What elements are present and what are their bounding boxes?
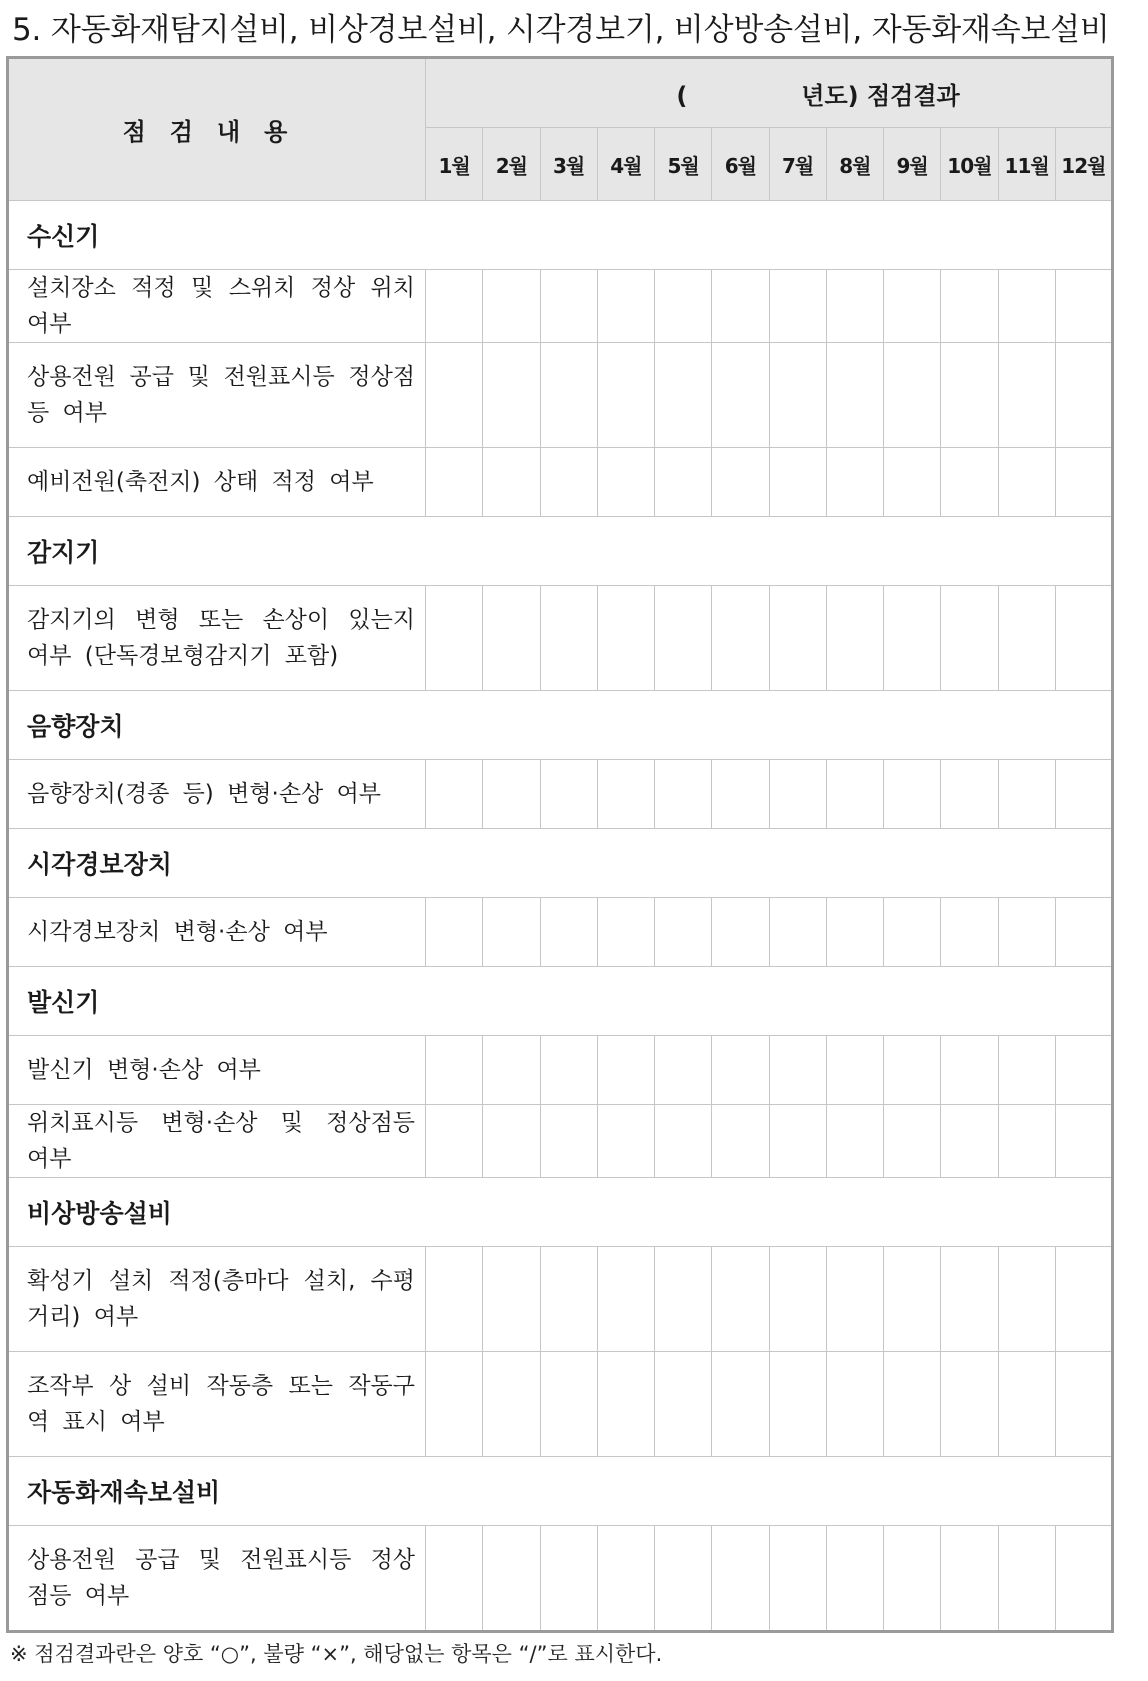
header-row xyxy=(8,58,1113,128)
check-item-row xyxy=(8,586,1113,691)
result-cell[interactable] xyxy=(884,1036,941,1105)
result-cell[interactable] xyxy=(941,1036,998,1105)
result-cell[interactable] xyxy=(712,760,769,829)
category-row xyxy=(8,1178,1113,1247)
result-cell[interactable] xyxy=(941,586,998,691)
result-cell[interactable] xyxy=(826,760,883,829)
result-cell[interactable] xyxy=(540,1105,597,1178)
result-cell[interactable] xyxy=(597,1105,654,1178)
result-cell[interactable] xyxy=(426,448,483,517)
check-item-row xyxy=(8,760,1113,829)
result-cell[interactable] xyxy=(540,1036,597,1105)
result-cell[interactable] xyxy=(655,343,712,448)
result-cell[interactable] xyxy=(483,1036,540,1105)
result-cell[interactable] xyxy=(826,898,883,967)
check-item-label: 위치표시등 변형·손상 및 정상점등 여부 xyxy=(8,1105,426,1178)
result-cell[interactable] xyxy=(998,1247,1055,1352)
category-row xyxy=(8,829,1113,898)
result-cell[interactable] xyxy=(1055,1105,1112,1178)
check-item-label: 발신기 변형·손상 여부 xyxy=(8,1036,426,1105)
month-header: 11월 xyxy=(998,128,1055,201)
result-cell[interactable] xyxy=(712,343,769,448)
category-label: 감지기 xyxy=(8,517,1113,586)
result-cell[interactable] xyxy=(769,1247,826,1352)
result-cell[interactable] xyxy=(1055,760,1112,829)
result-cell[interactable] xyxy=(998,1352,1055,1457)
result-cell[interactable] xyxy=(884,1105,941,1178)
year-result-header xyxy=(426,58,1113,128)
result-cell[interactable] xyxy=(1055,448,1112,517)
result-cell[interactable] xyxy=(712,448,769,517)
result-cell[interactable] xyxy=(655,586,712,691)
result-cell[interactable] xyxy=(597,1352,654,1457)
month-header: 5월 xyxy=(655,128,712,201)
result-cell[interactable] xyxy=(483,1247,540,1352)
result-cell[interactable] xyxy=(769,1036,826,1105)
check-item-row xyxy=(8,270,1113,343)
check-item-row xyxy=(8,1247,1113,1352)
month-header: 4월 xyxy=(597,128,654,201)
result-cell[interactable] xyxy=(597,1526,654,1632)
result-cell[interactable] xyxy=(941,1105,998,1178)
month-header: 12월 xyxy=(1055,128,1112,201)
month-header: 1월 xyxy=(426,128,483,201)
check-item-row xyxy=(8,1105,1113,1178)
result-cell[interactable] xyxy=(884,1352,941,1457)
result-cell[interactable] xyxy=(769,270,826,343)
category-row xyxy=(8,1457,1113,1526)
result-cell[interactable] xyxy=(826,1247,883,1352)
result-cell[interactable] xyxy=(540,343,597,448)
result-cell[interactable] xyxy=(655,1105,712,1178)
result-cell[interactable] xyxy=(483,343,540,448)
result-cell[interactable] xyxy=(540,1247,597,1352)
result-cell[interactable] xyxy=(540,448,597,517)
result-cell[interactable] xyxy=(769,586,826,691)
inspection-table xyxy=(6,56,1114,1633)
result-cell[interactable] xyxy=(998,1036,1055,1105)
content-header: 점검내용 xyxy=(8,58,426,201)
result-cell[interactable] xyxy=(483,898,540,967)
result-cell[interactable] xyxy=(712,1036,769,1105)
check-item-row xyxy=(8,1352,1113,1457)
result-cell[interactable] xyxy=(426,1526,483,1632)
result-cell[interactable] xyxy=(540,898,597,967)
result-cell[interactable] xyxy=(1055,1036,1112,1105)
result-cell[interactable] xyxy=(884,760,941,829)
check-item-label: 시각경보장치 변형·손상 여부 xyxy=(8,898,426,967)
check-item-label: 감지기의 변형 또는 손상이 있는지 여부 (단독경보형감지기 포함) xyxy=(8,586,426,691)
category-label: 시각경보장치 xyxy=(8,829,1113,898)
check-item-row xyxy=(8,1526,1113,1632)
result-cell[interactable] xyxy=(712,1105,769,1178)
result-cell[interactable] xyxy=(941,448,998,517)
result-cell[interactable] xyxy=(426,1247,483,1352)
month-header: 6월 xyxy=(712,128,769,201)
result-cell[interactable] xyxy=(483,1105,540,1178)
result-cell[interactable] xyxy=(597,586,654,691)
result-cell[interactable] xyxy=(998,270,1055,343)
result-cell[interactable] xyxy=(540,270,597,343)
result-cell[interactable] xyxy=(712,1247,769,1352)
result-cell[interactable] xyxy=(941,1526,998,1632)
result-cell[interactable] xyxy=(998,760,1055,829)
result-cell[interactable] xyxy=(826,270,883,343)
result-cell[interactable] xyxy=(1055,343,1112,448)
result-cell[interactable] xyxy=(655,1526,712,1632)
result-cell[interactable] xyxy=(426,586,483,691)
result-cell[interactable] xyxy=(483,448,540,517)
result-cell[interactable] xyxy=(826,586,883,691)
result-cell[interactable] xyxy=(998,343,1055,448)
result-cell[interactable] xyxy=(826,1352,883,1457)
result-cell[interactable] xyxy=(998,1105,1055,1178)
category-row xyxy=(8,517,1113,586)
result-cell[interactable] xyxy=(597,343,654,448)
result-cell[interactable] xyxy=(1055,898,1112,967)
result-cell[interactable] xyxy=(998,1526,1055,1632)
category-label: 발신기 xyxy=(8,967,1113,1036)
check-item-label: 조작부 상 설비 작동층 또는 작동구역 표시 여부 xyxy=(8,1352,426,1457)
result-cell[interactable] xyxy=(826,448,883,517)
result-cell[interactable] xyxy=(884,898,941,967)
result-cell[interactable] xyxy=(941,760,998,829)
month-header: 2월 xyxy=(483,128,540,201)
category-row xyxy=(8,201,1113,270)
result-cell[interactable] xyxy=(655,1352,712,1457)
month-header: 3월 xyxy=(540,128,597,201)
result-cell[interactable] xyxy=(426,343,483,448)
result-cell[interactable] xyxy=(540,1352,597,1457)
result-cell[interactable] xyxy=(884,1526,941,1632)
result-cell[interactable] xyxy=(941,1352,998,1457)
result-cell[interactable] xyxy=(426,1352,483,1457)
result-cell[interactable] xyxy=(483,760,540,829)
result-cell[interactable] xyxy=(941,343,998,448)
month-header: 10월 xyxy=(941,128,998,201)
check-item-row xyxy=(8,898,1113,967)
result-cell[interactable] xyxy=(483,1352,540,1457)
page-title: 5. 자동화재탐지설비, 비상경보설비, 시각경보기, 비상방송설비, 자동화재속보설비 xyxy=(12,12,1110,48)
result-cell[interactable] xyxy=(426,1105,483,1178)
result-cell[interactable] xyxy=(826,1036,883,1105)
result-cell[interactable] xyxy=(941,1247,998,1352)
check-item-row xyxy=(8,448,1113,517)
result-cell[interactable] xyxy=(1055,1352,1112,1457)
result-cell[interactable] xyxy=(655,898,712,967)
result-cell[interactable] xyxy=(769,1526,826,1632)
month-header: 9월 xyxy=(884,128,941,201)
result-cell[interactable] xyxy=(769,898,826,967)
result-cell[interactable] xyxy=(1055,586,1112,691)
category-label: 자동화재속보설비 xyxy=(8,1457,1113,1526)
result-cell[interactable] xyxy=(712,1352,769,1457)
result-cell[interactable] xyxy=(884,586,941,691)
result-cell[interactable] xyxy=(941,270,998,343)
category-label: 음향장치 xyxy=(8,691,1113,760)
result-cell[interactable] xyxy=(769,760,826,829)
result-cell[interactable] xyxy=(655,270,712,343)
check-item-label: 확성기 설치 적정(층마다 설치, 수평거리) 여부 xyxy=(8,1247,426,1352)
result-cell[interactable] xyxy=(884,448,941,517)
result-cell[interactable] xyxy=(655,760,712,829)
month-header: 7월 xyxy=(769,128,826,201)
result-cell[interactable] xyxy=(712,1526,769,1632)
result-cell[interactable] xyxy=(1055,1526,1112,1632)
result-cell[interactable] xyxy=(655,448,712,517)
result-cell[interactable] xyxy=(884,1247,941,1352)
category-label: 수신기 xyxy=(8,201,1113,270)
result-cell[interactable] xyxy=(769,1352,826,1457)
result-cell[interactable] xyxy=(597,1036,654,1105)
result-cell[interactable] xyxy=(597,1247,654,1352)
year-result-label: 년도) 점검결과 xyxy=(801,81,960,110)
check-item-label: 상용전원 공급 및 전원표시등 정상점등 여부 xyxy=(8,343,426,448)
result-cell[interactable] xyxy=(426,760,483,829)
result-cell[interactable] xyxy=(426,270,483,343)
result-cell[interactable] xyxy=(712,586,769,691)
result-cell[interactable] xyxy=(769,343,826,448)
result-cell[interactable] xyxy=(1055,1247,1112,1352)
year-open-paren: ( xyxy=(676,81,688,110)
result-cell[interactable] xyxy=(712,270,769,343)
result-cell[interactable] xyxy=(597,760,654,829)
result-cell[interactable] xyxy=(826,1526,883,1632)
result-cell[interactable] xyxy=(941,898,998,967)
result-cell[interactable] xyxy=(597,448,654,517)
result-cell[interactable] xyxy=(483,586,540,691)
check-item-label: 설치장소 적정 및 스위치 정상 위치 여부 xyxy=(8,270,426,343)
result-cell[interactable] xyxy=(597,898,654,967)
category-row xyxy=(8,967,1113,1036)
result-cell[interactable] xyxy=(769,1105,826,1178)
result-cell[interactable] xyxy=(540,1526,597,1632)
result-cell[interactable] xyxy=(712,898,769,967)
result-cell[interactable] xyxy=(540,586,597,691)
result-cell[interactable] xyxy=(483,270,540,343)
check-item-label: 상용전원 공급 및 전원표시등 정상 점등 여부 xyxy=(8,1526,426,1632)
result-cell[interactable] xyxy=(540,760,597,829)
result-cell[interactable] xyxy=(426,898,483,967)
result-cell[interactable] xyxy=(1055,270,1112,343)
result-cell[interactable] xyxy=(769,448,826,517)
check-item-row xyxy=(8,1036,1113,1105)
month-header: 8월 xyxy=(826,128,883,201)
check-item-label: 음향장치(경종 등) 변형·손상 여부 xyxy=(8,760,426,829)
result-cell[interactable] xyxy=(597,270,654,343)
result-cell[interactable] xyxy=(998,898,1055,967)
check-item-row xyxy=(8,343,1113,448)
result-cell[interactable] xyxy=(426,1036,483,1105)
check-item-label: 예비전원(축전지) 상태 적정 여부 xyxy=(8,448,426,517)
result-cell[interactable] xyxy=(884,343,941,448)
result-cell[interactable] xyxy=(884,270,941,343)
result-cell[interactable] xyxy=(655,1036,712,1105)
result-cell[interactable] xyxy=(998,586,1055,691)
result-cell[interactable] xyxy=(998,448,1055,517)
result-cell[interactable] xyxy=(655,1247,712,1352)
category-row xyxy=(8,691,1113,760)
footnote: ※ 점검결과란은 양호 “○”, 불량 “×”, 해당없는 항목은 “/”로 표시한다. xyxy=(10,1642,663,1666)
category-label: 비상방송설비 xyxy=(8,1178,1113,1247)
result-cell[interactable] xyxy=(483,1526,540,1632)
result-cell[interactable] xyxy=(826,343,883,448)
result-cell[interactable] xyxy=(826,1105,883,1178)
